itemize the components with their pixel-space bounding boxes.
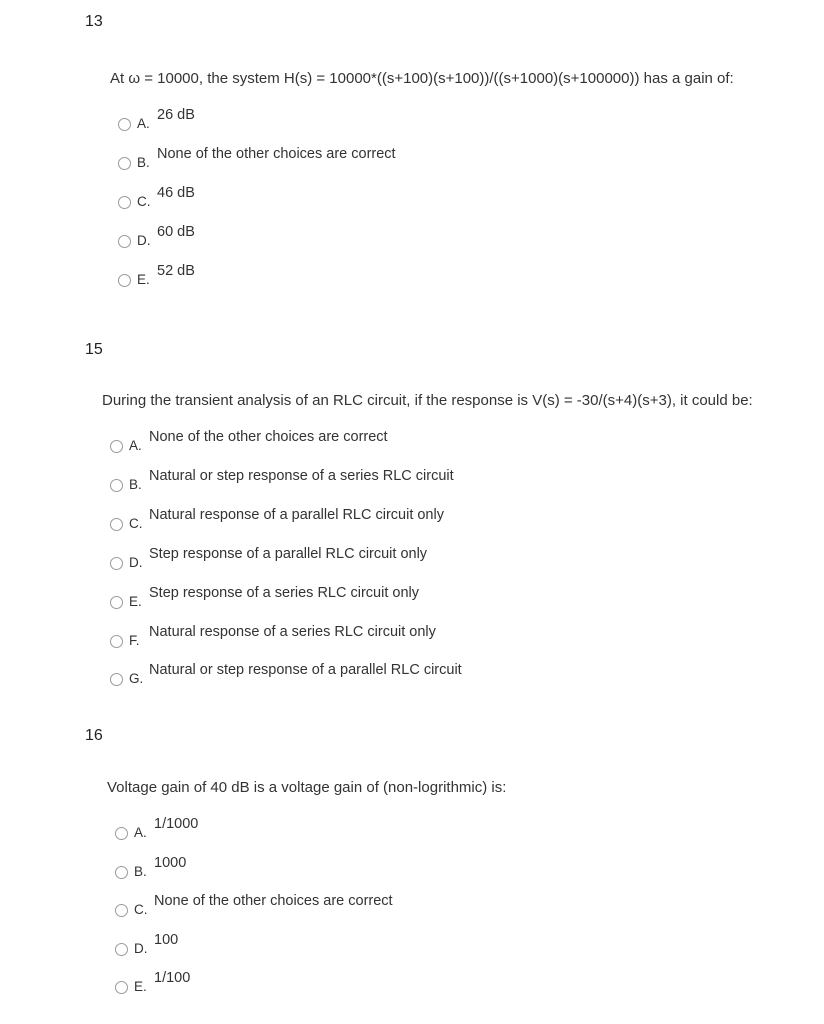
option-letter: G. bbox=[129, 671, 144, 686]
radio-button[interactable] bbox=[110, 596, 123, 609]
radio-button[interactable] bbox=[118, 157, 131, 170]
radio-button[interactable] bbox=[110, 635, 123, 648]
radio-button[interactable] bbox=[118, 274, 131, 287]
option-letter: A. bbox=[134, 825, 147, 840]
option-letter: D. bbox=[137, 233, 151, 248]
radio-button[interactable] bbox=[115, 981, 128, 994]
question-number: 16 bbox=[85, 727, 103, 744]
radio-button[interactable] bbox=[115, 943, 128, 956]
option-letter: A. bbox=[129, 438, 142, 453]
option-text: 60 dB bbox=[157, 224, 195, 240]
option-text: None of the other choices are correct bbox=[149, 429, 388, 445]
radio-button[interactable] bbox=[110, 518, 123, 531]
option-text: Natural response of a parallel RLC circuit only bbox=[149, 507, 444, 523]
option-text: None of the other choices are correct bbox=[157, 146, 396, 162]
radio-button[interactable] bbox=[110, 673, 123, 686]
radio-button[interactable] bbox=[115, 827, 128, 840]
radio-button[interactable] bbox=[118, 235, 131, 248]
option-text: 52 dB bbox=[157, 263, 195, 279]
option-text: None of the other choices are correct bbox=[154, 893, 393, 909]
option-letter: A. bbox=[137, 116, 150, 131]
option-text: Natural or step response of a parallel RLC circuit bbox=[149, 662, 462, 678]
option-text: Step response of a parallel RLC circuit only bbox=[149, 546, 428, 562]
option-text: 46 dB bbox=[157, 185, 195, 201]
option-letter: D. bbox=[129, 555, 143, 570]
option-text: 1000 bbox=[154, 855, 187, 871]
question-text: Voltage gain of 40 dB is a voltage gain of (non-logrithmic) is: bbox=[107, 779, 507, 796]
option-text: 26 dB bbox=[157, 107, 195, 123]
option-text: 1/1000 bbox=[154, 816, 199, 832]
question-number: 15 bbox=[85, 341, 103, 358]
question-text: During the transient analysis of an RLC circuit, if the response is V(s) = -30/(s+4)(s+3), it could be: bbox=[102, 392, 753, 409]
option-letter: B. bbox=[134, 864, 147, 879]
option-text: 1/100 bbox=[154, 970, 191, 986]
option-letter: B. bbox=[137, 155, 150, 170]
option-letter: C. bbox=[134, 902, 148, 917]
question-number: 13 bbox=[85, 13, 103, 30]
radio-button[interactable] bbox=[115, 904, 128, 917]
option-letter: C. bbox=[137, 194, 151, 209]
radio-button[interactable] bbox=[110, 479, 123, 492]
option-letter: C. bbox=[129, 516, 143, 531]
option-letter: E. bbox=[129, 594, 142, 609]
option-letter: D. bbox=[134, 941, 148, 956]
option-text: Step response of a series RLC circuit only bbox=[149, 585, 419, 601]
option-letter: E. bbox=[134, 979, 147, 994]
option-text: Natural response of a series RLC circuit only bbox=[149, 624, 436, 640]
radio-button[interactable] bbox=[110, 557, 123, 570]
radio-button[interactable] bbox=[115, 866, 128, 879]
radio-button[interactable] bbox=[110, 440, 123, 453]
option-text: Natural or step response of a series RLC circuit bbox=[149, 468, 454, 484]
radio-button[interactable] bbox=[118, 196, 131, 209]
radio-button[interactable] bbox=[118, 118, 131, 131]
option-letter: F. bbox=[129, 633, 140, 648]
option-letter: B. bbox=[129, 477, 142, 492]
option-text: 100 bbox=[154, 932, 179, 948]
option-letter: E. bbox=[137, 272, 150, 287]
question-text: At ω = 10000, the system H(s) = 10000*((s+100)(s+100))/((s+1000)(s+100000)) has a gain of: bbox=[110, 70, 734, 87]
